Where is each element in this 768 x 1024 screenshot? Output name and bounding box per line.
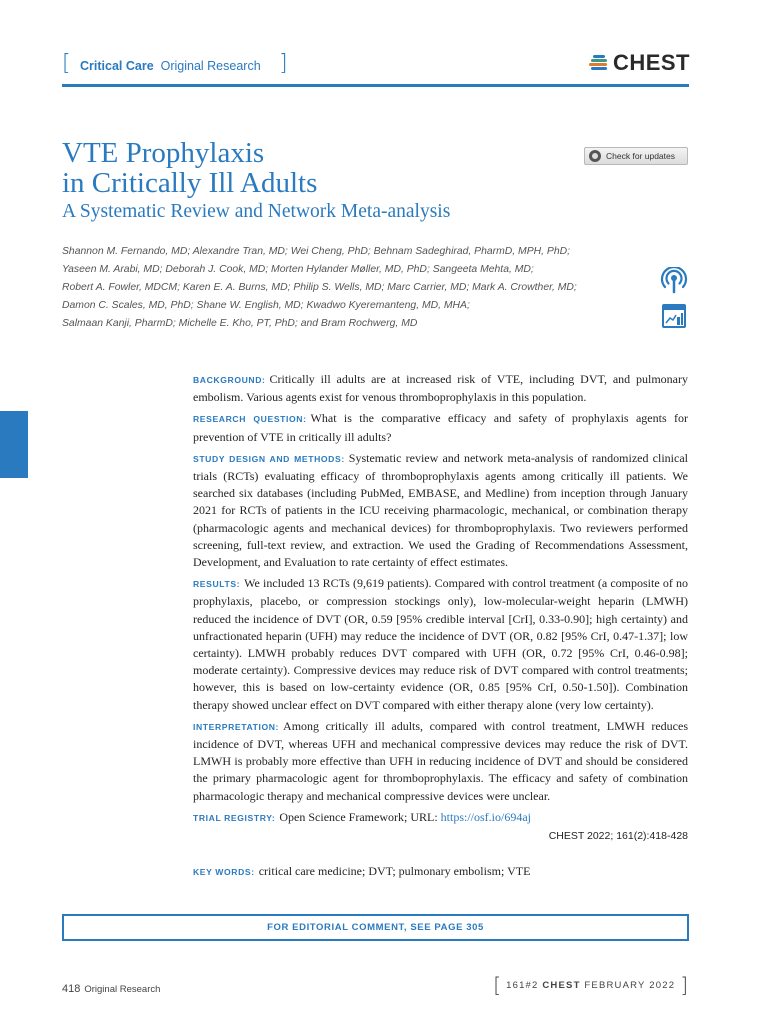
crossmark-icon — [589, 150, 601, 162]
article-type: Original Research — [84, 984, 161, 995]
page-number: 418 — [62, 983, 81, 995]
abstract-question — [193, 410, 688, 445]
section-tab — [0, 411, 28, 478]
title-line-2: in Critically Ill Adults — [62, 167, 318, 199]
author-line: Robert A. Fowler, MDCM; Karen E. A. Burns, MD; Philip S. Wells, MD; Marc Carrier, MD; Mark A. Crowther, MD; — [62, 282, 577, 293]
abstract-interpretation — [193, 718, 688, 805]
abstract-methods — [193, 450, 688, 571]
results-label: RESULTS: — [193, 579, 241, 590]
section-label — [80, 59, 261, 73]
volume-issue-date — [506, 980, 675, 991]
podcast-icon[interactable] — [660, 267, 688, 295]
check-for-updates-label: Check for updates — [606, 151, 675, 161]
journal-logo — [589, 52, 690, 74]
journal-logo-text: CHEST — [612, 50, 690, 75]
volume-issue: 161#2 — [506, 979, 539, 991]
abstract — [193, 371, 688, 845]
journal-name: CHEST — [542, 979, 581, 991]
methods-label: STUDY DESIGN AND METHODS: — [193, 453, 345, 464]
abstract-registry — [193, 809, 688, 827]
registry-link[interactable]: https://osf.io/694aj — [440, 809, 532, 824]
left-bracket: [ — [493, 973, 502, 997]
author-list — [62, 243, 652, 333]
abstract-results — [193, 575, 688, 714]
check-for-updates-button[interactable] — [584, 147, 688, 165]
left-bracket: [ — [62, 51, 71, 76]
interpretation-text: Among critically ill adults, compared with control treatment, LMWH reduces incidence of DVT, whereas UFH and mechanical compressive devices may reduce the risk of DVT. LMWH is probably more effective than UFH in reducing incidence of DVT and should be considered the primary pharmacologic agent for thromboprophylaxis. The efficacy and safety of combination pharmacologic therapy and mechanical compressive devices were unclear. — [193, 718, 688, 803]
keywords-text: critical care medicine; DVT; pulmonary embolism; VTE — [258, 864, 531, 878]
article-title — [62, 138, 317, 198]
keywords — [193, 864, 688, 879]
article-subtitle: A Systematic Review and Network Meta-analysis — [62, 201, 451, 222]
editorial-comment-link[interactable]: FOR EDITORIAL COMMENT, SEE PAGE 305 — [267, 922, 484, 933]
background-text: Critically ill adults are at increased risk of VTE, including DVT, and pulmonary embolism. Various agents exist for venous thromboprophylaxis in this population. — [193, 372, 688, 405]
methods-text: Systematic review and network meta-analysis of randomized clinical trials (RCTs) evaluating efficacy of thromboprophylaxis agents among critically ill patients. We searched six databases (including PubMed, EMBASE, and Medline) from inception through January 2021 for RCTs of patients in the ICU receiving pharmacologic, mechanical, or combination therapy (pharmacologic agents and mechanical devices) for thromboprophylaxis. Two reviewers performed screening, full-text review, and extraction. We used the Grading of Recommendations Assessment, Development, and Evaluation to rate certainty of effect estimates. — [193, 450, 688, 570]
issue-date: FEBRUARY 2022 — [584, 979, 676, 991]
registry-label: TRIAL REGISTRY: — [193, 812, 276, 823]
section-header — [62, 50, 690, 78]
abstract-background — [193, 371, 688, 406]
footer-left — [62, 979, 160, 997]
author-line: Salmaan Kanji, PharmD; Michelle E. Kho, PT, PhD; and Bram Rochwerg, MD — [62, 318, 418, 329]
footer-right — [493, 975, 688, 995]
background-label: BACKGROUND: — [193, 375, 266, 385]
slide-presentation-icon[interactable] — [660, 302, 688, 330]
chest-logo-icon — [589, 54, 609, 72]
header-rule — [62, 84, 689, 87]
title-line-1: VTE Prophylaxis — [62, 137, 265, 169]
editorial-comment-box[interactable] — [62, 914, 689, 941]
question-label: RESEARCH QUESTION: — [193, 414, 307, 425]
registry-text: Open Science Framework; URL: — [279, 809, 441, 824]
question-text: What is the comparative efficacy and safety of prophylaxis agents for prevention of VTE in critically ill adults? — [193, 411, 688, 444]
results-text: We included 13 RCTs (9,619 patients). Compared with control treatment (a composite of no prophylaxis, placebo, or compression stockings only), low-molecular-weight heparin (LMWH) reduced the incidence of DVT (OR, 0.59 [95% credible interval [CrI], 0.33-0.90]; high certainty) and unfractionated heparin (UFH) may reduce the incidence of DVT (OR, 0.82 [95% CrI, 0.47-1.37]; low certainty). LMWH probably reduces DVT compared with UFH (OR, 0.72 [95% CrI, 0.46-0.98]; moderate certainty). Compressive devices may reduce risk of DVT compared with control treatments; however, this is based on low-certainty evidence (OR, 0.85 [95% CrI, 0.50-1.50]). Combination therapy showed unclear effect on DVT compared with either therapy alone (very low certainty). — [193, 576, 688, 712]
right-bracket: ] — [680, 973, 688, 997]
citation: CHEST 2022; 161(2):418-428 — [548, 830, 688, 843]
interpretation-label: INTERPRETATION: — [193, 721, 280, 732]
author-line: Yaseen M. Arabi, MD; Deborah J. Cook, MD; Morten Hylander Møller, MD, PhD; Sangeeta Mehta, MD; — [62, 264, 534, 275]
author-line: Shannon M. Fernando, MD; Alexandre Tran, MD; Wei Cheng, PhD; Behnam Sadeghirad, PharmD, MPH, PhD; — [62, 246, 571, 257]
keywords-label: KEY WORDS: — [193, 867, 255, 877]
right-bracket: ] — [279, 51, 288, 76]
section-bold: Critical Care — [80, 59, 154, 73]
section-rest: Original Research — [160, 59, 261, 73]
author-line: Damon C. Scales, MD, PhD; Shane W. English, MD; Kwadwo Kyeremanteng, MD, MHA; — [62, 300, 470, 311]
